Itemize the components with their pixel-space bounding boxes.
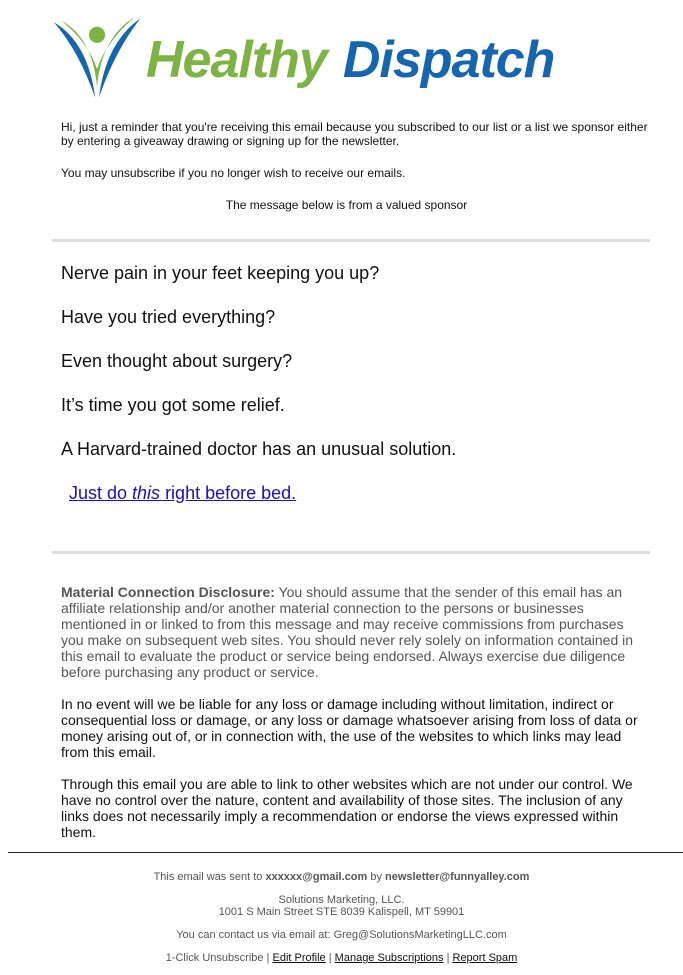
sender-email: newsletter@funnyalley.com — [385, 871, 530, 883]
divider — [52, 551, 650, 554]
links-text: Through this email you are able to link to other websites which are not under our control. We have no control over the nature, content and availability of those sites. The inclusion of any links does not necessarily imply a recommendation or endorse the views expressed within them. — [61, 776, 633, 840]
logo — [52, 10, 650, 110]
intro-unsubscribe-note: You may unsubscribe if you no longer wish to receive our emails. — [61, 166, 406, 180]
ad-line: It’s time you got some relief. — [61, 395, 285, 415]
ad-line: Even thought about surgery? — [61, 351, 293, 371]
ad-link-text: Just do — [69, 483, 133, 503]
footer — [0, 871, 683, 975]
company-name: Solutions Marketing, LLC. — [278, 894, 405, 906]
ad-link-text: right before bed. — [160, 483, 297, 503]
footer-divider — [8, 852, 683, 853]
report-spam-link[interactable]: Report Spam — [452, 952, 518, 964]
company-address: 1001 S Main Street STE 8039 Kalispell, MT 59901 — [218, 906, 465, 918]
disclosure — [52, 584, 641, 856]
manage-subscriptions-link[interactable]: Manage Subscriptions — [334, 952, 444, 964]
ad-link[interactable] — [69, 483, 296, 503]
sent-text: This email was sent to — [153, 871, 266, 883]
logo-word-healthy: Healthy — [146, 31, 327, 89]
edit-profile-link[interactable]: Edit Profile — [272, 952, 326, 964]
divider — [52, 239, 650, 242]
disclosure-text: You should assume that the sender of this email has an affiliate relationship and/or another material connection to the persons or businesses mentioned in or linked to from this message and may receive commissions from purchases you make on subsequent web sites. You should never rely solely on information contained in this email to evaluate the product or service being endorsed. Always exercise due diligence before purchasing any product or service. — [61, 584, 634, 680]
ad-message — [52, 262, 650, 526]
logo-figure-icon — [52, 12, 142, 108]
disclosure-label: Material Connection Disclosure: — [61, 584, 275, 600]
intro-reminder: Hi, just a reminder that you're receiving this email because you subscribed to our list or a list we sponsor either by entering a giveaway drawing or signing up for the newsletter. — [61, 120, 648, 148]
ad-line: Nerve pain in your feet keeping you up? — [61, 263, 380, 283]
sponsor-note: The message below is from a valued sponsor — [225, 198, 468, 212]
contact-text: You can contact us via email at: Greg@SolutionsMarketingLLC.com — [176, 929, 507, 941]
ad-link-emphasis: this — [132, 483, 161, 503]
separator: | — [263, 952, 273, 964]
sent-text: by — [367, 871, 386, 883]
ad-line: A Harvard-trained doctor has an unusual solution. — [61, 439, 457, 459]
unsubscribe-link[interactable]: 1-Click Unsubscribe — [165, 952, 264, 964]
recipient-email: xxxxxx@gmail.com — [265, 871, 368, 883]
ad-line: Have you tried everything? — [61, 307, 276, 327]
separator: | — [443, 952, 453, 964]
logo-word-dispatch: Dispatch — [342, 31, 555, 89]
separator: | — [325, 952, 335, 964]
intro — [52, 120, 650, 230]
liability-text: In no event will we be liable for any loss or damage including without limitation, indirect or consequential loss or damage, or any loss or damage whatsoever arising from loss of data or money arising out of, or in connection with, the use of the websites to which links may lead from this email. — [61, 696, 638, 760]
